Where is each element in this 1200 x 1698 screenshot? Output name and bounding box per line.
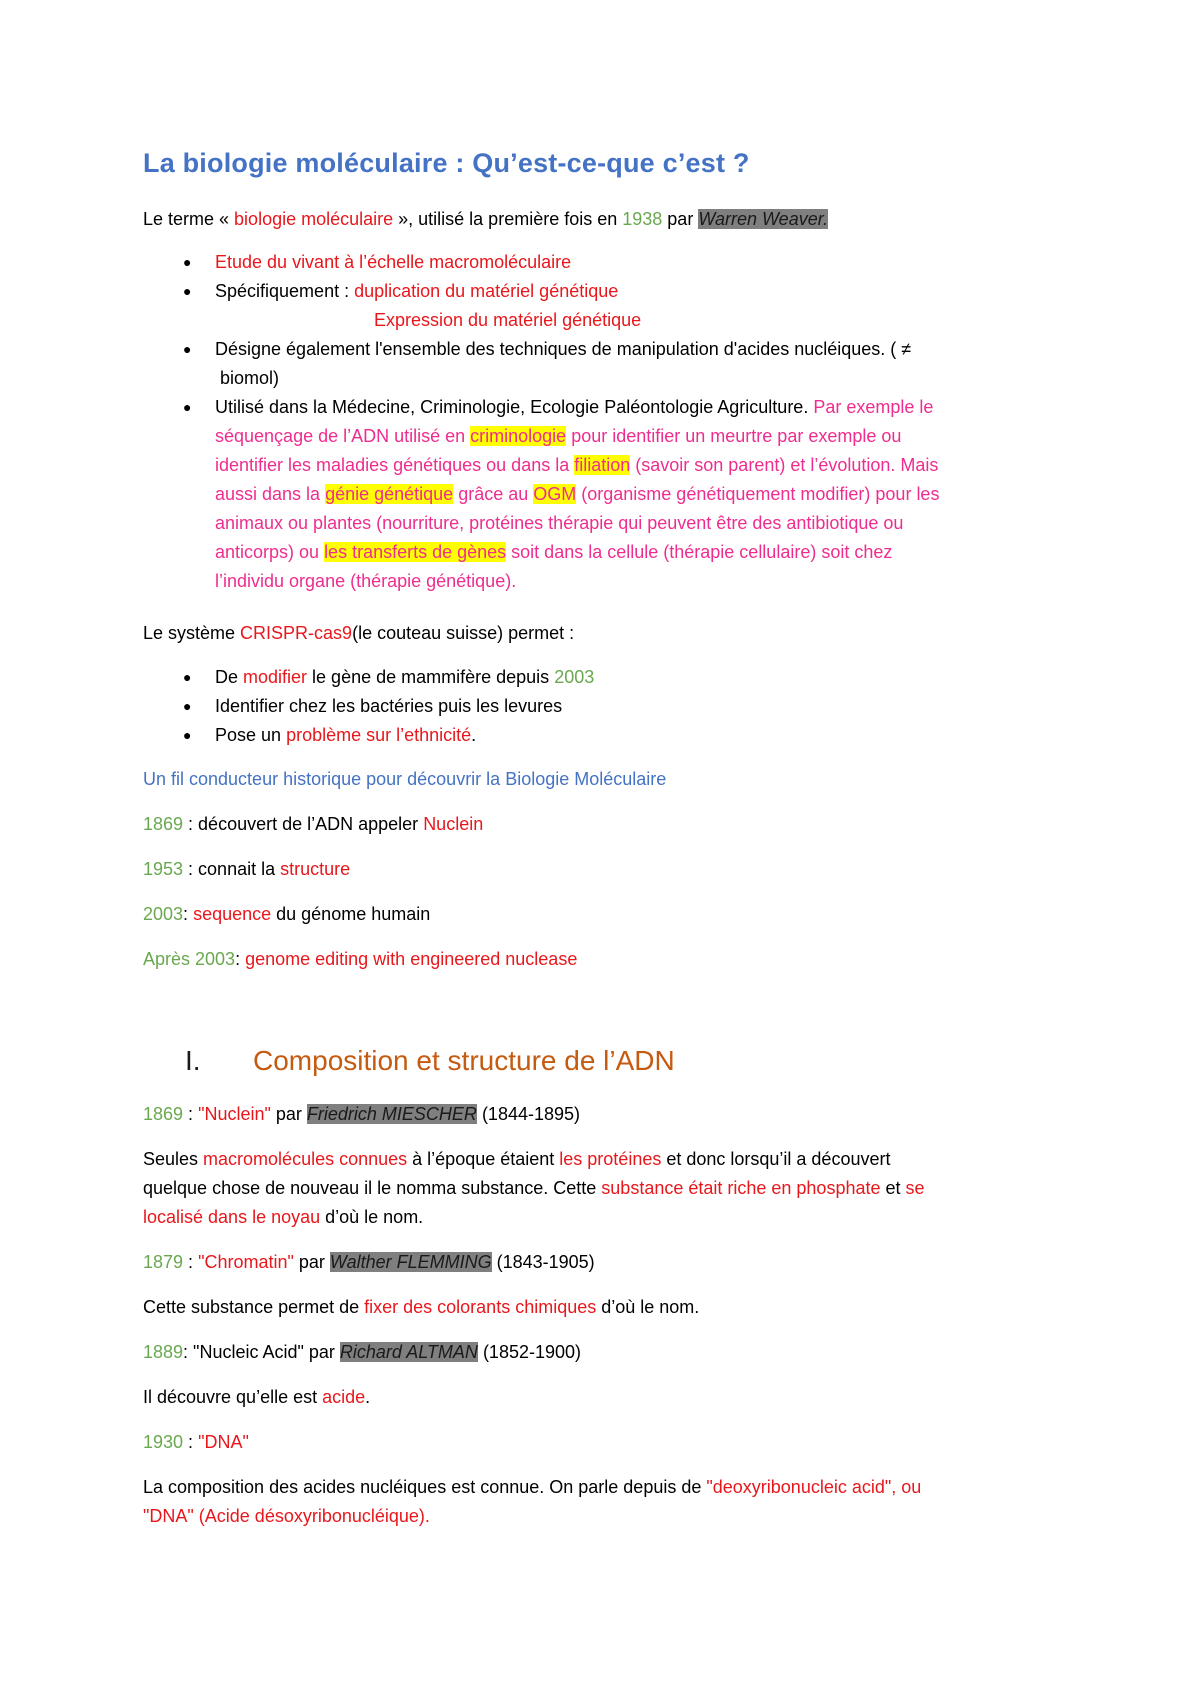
section-heading	[185, 1045, 675, 1077]
bullet-icon: ●	[183, 254, 192, 270]
timeline-entry: 1869 : "Nuclein" par Friedrich MIESCHER (1844-1895)	[143, 1104, 581, 1124]
bullet-icon: ●	[183, 399, 192, 415]
crispr-paragraph: Le système CRISPR-cas9(le couteau suisse) permet :	[143, 623, 575, 643]
bullet-icon: ●	[183, 727, 192, 743]
list-item: Pose un problème sur l’ethnicité.	[215, 725, 477, 745]
section-number: I.	[185, 1045, 201, 1076]
list-item: Désigne également l'ensemble des techniques de manipulation d'acides nucléiques. ( ≠	[215, 339, 912, 359]
list-item-continuation: animaux ou plantes (nourriture, protéines thérapie qui peuvent être des antibiotique ou	[215, 513, 904, 533]
author-highlight: Walther FLEMMING	[329, 1252, 492, 1272]
list-item: Etude du vivant à l’échelle macromoléculaire	[215, 252, 572, 272]
author-highlight: Friedrich MIESCHER	[306, 1104, 477, 1124]
timeline-line: Après 2003: genome editing with engineered nuclease	[143, 949, 578, 969]
author-highlight: Richard ALTMAN	[339, 1342, 478, 1362]
author-highlight: Warren Weaver.	[698, 209, 829, 229]
paragraph-line: Cette substance permet de fixer des colorants chimiques d’où le nom.	[143, 1297, 700, 1317]
list-item-continuation: anticorps) ou les transferts de gènes soit dans la cellule (thérapie cellulaire) soit chez	[215, 542, 893, 562]
list-item: De modifier le gène de mammifère depuis 2003	[215, 667, 595, 687]
list-item-continuation: identifier les maladies génétiques ou dans la filiation (savoir son parent) et l’évolution. Mais	[215, 455, 939, 475]
timeline-entry: 1879 : "Chromatin" par Walther FLEMMING (1843-1905)	[143, 1252, 595, 1272]
timeline-entry: 1889: "Nucleic Acid" par Richard ALTMAN (1852-1900)	[143, 1342, 582, 1362]
list-item-continuation: biomol)	[220, 368, 280, 388]
paragraph-line: Seules macromolécules connues à l’époque étaient les protéines et donc lorsqu’il a découvert	[143, 1149, 891, 1169]
bullet-icon: ●	[183, 669, 192, 685]
page-title: La biologie moléculaire : Qu’est-ce-que c’est ?	[143, 148, 750, 178]
list-item-continuation: l’individu organe (thérapie génétique).	[215, 571, 517, 591]
timeline-entry: 1930 : "DNA"	[143, 1432, 249, 1452]
history-heading: Un fil conducteur historique pour découvrir la Biologie Moléculaire	[143, 769, 667, 789]
bullet-icon: ●	[183, 341, 192, 357]
paragraph-line: "DNA" (Acide désoxyribonucléique).	[143, 1506, 430, 1526]
list-item: Identifier chez les bactéries puis les levures	[215, 696, 563, 716]
paragraph-line: Il découvre qu’elle est acide.	[143, 1387, 371, 1407]
list-item-continuation: séquençage de l’ADN utilisé en criminologie pour identifier un meurtre par exemple ou	[215, 426, 902, 446]
bullet-icon: ●	[183, 283, 192, 299]
timeline-line: 1869 : découvert de l’ADN appeler Nuclein	[143, 814, 484, 834]
intro-paragraph: Le terme « biologie moléculaire », utilisé la première fois en 1938 par Warren Weaver.	[143, 209, 829, 229]
timeline-line: 1953 : connait la structure	[143, 859, 351, 879]
paragraph-line: quelque chose de nouveau il le nomma substance. Cette substance était riche en phosphate et se	[143, 1178, 925, 1198]
list-item-continuation: aussi dans la génie génétique grâce au OGM (organisme génétiquement modifier) pour les	[215, 484, 940, 504]
timeline-line: 2003: sequence du génome humain	[143, 904, 431, 924]
bullet-icon: ●	[183, 698, 192, 714]
list-item: Utilisé dans la Médecine, Criminologie, Ecologie Paléontologie Agriculture. Par exemple le	[215, 397, 934, 417]
list-item: Spécifiquement : duplication du matériel génétique	[215, 281, 619, 301]
paragraph-line: La composition des acides nucléiques est connue. On parle depuis de "deoxyribonucleic acid", ou	[143, 1477, 922, 1497]
paragraph-line: localisé dans le noyau d’où le nom.	[143, 1207, 424, 1227]
section-title: Composition et structure de l’ADN	[253, 1045, 675, 1076]
list-item-continuation: Expression du matériel génétique	[374, 310, 642, 330]
